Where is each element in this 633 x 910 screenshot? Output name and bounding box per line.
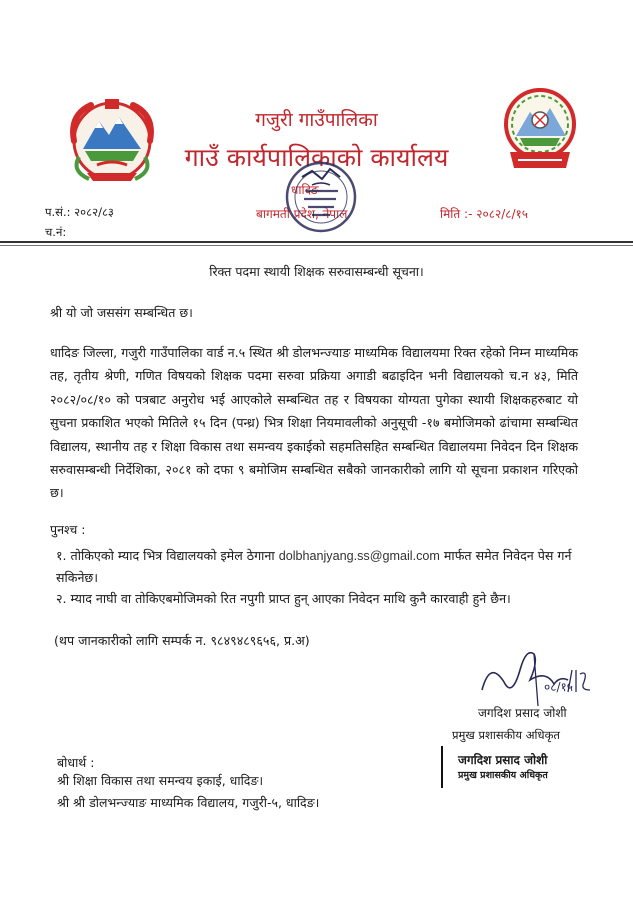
office-address: बागमती प्रदेश, नेपाल [256,207,348,221]
office-name: गाउँ कार्यपालिकाको कार्यालय [184,143,449,172]
school-email: dolbhanjyang.ss@gmail.com [278,549,440,563]
postscript-heading: पुनश्च : [50,522,86,537]
reference-number: प.सं.: २०८२/८३ [45,205,114,219]
copy-to-item: श्री शिक्षा विकास तथा समन्वय इकाई, धादिङ। [57,773,264,788]
copy-to-heading: बोधार्थ : [57,755,95,770]
copy-to-item: श्री श्री डोलभन्ज्याङ माध्यमिक विद्यालय, गजुरी-५, धादिङ। [57,795,320,810]
stamp-signatory-name: जगदिश प्रसाद जोशी [458,753,548,767]
salutation: श्री यो जो जससंग सम्बन्धित छ। [50,305,193,320]
contact-info: (थप जानकारीको लागि सम्पर्क न. ९८४९४८९६५६, प्र.अ) [54,633,310,648]
office-round-stamp [282,157,360,237]
header-divider-top [0,241,633,243]
postscript-note-1 [56,545,596,589]
signatory-name: जगदिश प्रसाद जोशी [478,706,567,720]
handwritten-signature [476,640,596,712]
signatory-designation: प्रमुख प्रशासकीय अधिकृत [452,728,560,742]
notice-subject: रिक्त पदमा स्थायी शिक्षक सरुवासम्बन्धी सूचना। [209,264,424,279]
stamp-signatory-designation: प्रमुख प्रशासकीय अधिकृत [458,770,548,781]
municipality-name: गजुरी गाउँपालिका [255,109,378,131]
notice-body: धादिङ जिल्ला, गजुरी गाउँपालिका वार्ड न.५ स्थित श्री डोलभन्ज्याङ माध्यमिक विद्यालयमा रिक्त रहेको निम्न माध्यमिक तह, तृतीय श्रेणी, गणित विषयको शिक्षक पदमा सरुवा प्रक्रिया अगाडी बढाइदिन भनी विद्यालयको च.न ४३, मिति २०८२/०८/१० को पत्रबाट अनुरोध भई आएकोले सम्बन्धित तह र विषयका योग्यता पुगेका स्थायी शिक्षकहरुबाट यो सुचना प्रकाशित भएको मितिले १५ दिन (पन्ध्र) भित्र शिक्षा नियमावलीको अनुसूची -१७ बमोजिमको ढांचामा सम्बन्धित विद्यालय, स्थानीय तह र शिक्षा विकास तथा समन्वय इकाईको सहमतिसहित सम्बन्धित विद्यालयमा निवेदन दिन शिक्षक सरुवासम्बन्धी निर्देशिका, २०८१ को दफा ९ बमोजिम सम्बन्धित सबैको जानकारीको लागि यो सूचना प्रकाशन गरिएको छ। [50,345,578,501]
dispatch-number: च.नं: [45,225,67,239]
header-divider-bottom [0,245,633,246]
note-1-prefix: १. तोकिएको म्याद भित्र विद्यालयको इमेल ठेगाना [56,548,275,563]
signature-date: ०८/१५ [544,680,574,694]
note-1-suffix: मार्फत समेत निवेदन पेस गर्न सकिनेछ। [56,548,572,585]
letter-date: मिति :- २०८२/८/१५ [440,207,529,221]
district-name: धादिङ [291,183,319,197]
postscript-note-2: २. म्याद नाघी वा तोकिएबमोजिमको रित नपुगी प्राप्त हुन् आएका निवेदन माथि कुनै कारवाही हुने छैन। [56,591,511,606]
